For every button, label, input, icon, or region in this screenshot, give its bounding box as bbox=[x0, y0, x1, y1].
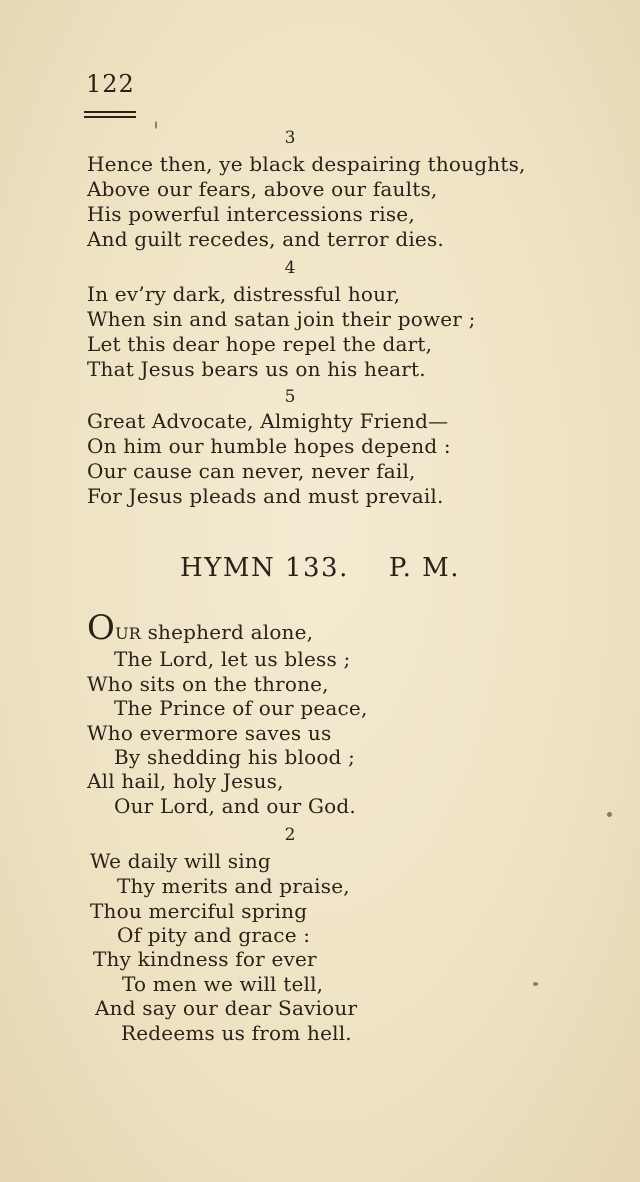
stanza-number: 3 bbox=[284, 128, 296, 148]
header-rule-bottom bbox=[84, 116, 136, 118]
hymn-number: HYMN 133. bbox=[179, 553, 349, 583]
drop-cap: O bbox=[87, 608, 116, 648]
verse-line: Great Advocate, Almighty Friend— bbox=[87, 409, 449, 433]
verse-line: Our cause can never, never fail, bbox=[87, 459, 416, 483]
verse-line: Who evermore saves us bbox=[87, 721, 332, 745]
verse-line: Our Lord, and our God. bbox=[114, 794, 356, 818]
verse-line-first bbox=[87, 608, 314, 648]
first-line-rest: shepherd alone, bbox=[141, 620, 314, 644]
verse-line: Let this dear hope repel the dart, bbox=[87, 332, 433, 356]
verse-line: And say our dear Saviour bbox=[95, 996, 358, 1020]
stanza-number: 5 bbox=[284, 387, 296, 407]
paper-speck bbox=[155, 121, 157, 129]
verse-line: We daily will sing bbox=[90, 849, 271, 873]
verse-line: The Prince of our peace, bbox=[114, 696, 368, 720]
verse-line: Thy merits and praise, bbox=[117, 874, 350, 898]
stanza-number: 4 bbox=[284, 258, 296, 278]
verse-line: His powerful intercessions rise, bbox=[87, 202, 415, 226]
verse-line: The Lord, let us bless ; bbox=[114, 647, 351, 671]
verse-line: Redeems us from hell. bbox=[121, 1021, 352, 1045]
small-caps: UR bbox=[115, 624, 142, 643]
verse-line: Thy kindness for ever bbox=[93, 947, 317, 971]
verse-line: On him our humble hopes depend : bbox=[87, 434, 451, 458]
verse-line: For Jesus pleads and must prevail. bbox=[87, 484, 444, 508]
verse-line: By shedding his blood ; bbox=[114, 745, 356, 769]
paper-speck bbox=[533, 982, 538, 986]
verse-line: Thou merciful spring bbox=[90, 899, 308, 923]
header-rule-top bbox=[84, 111, 136, 113]
verse-line: And guilt recedes, and terror dies. bbox=[87, 227, 444, 251]
hymn-title bbox=[0, 553, 640, 583]
stanza-number: 2 bbox=[284, 825, 296, 845]
verse-line: To men we will tell, bbox=[122, 972, 324, 996]
verse-line: In ev’ry dark, distressful hour, bbox=[87, 282, 401, 306]
verse-line: Hence then, ye black despairing thoughts, bbox=[87, 152, 526, 176]
page-number: 122 bbox=[86, 70, 135, 98]
verse-line: That Jesus bears us on his heart. bbox=[87, 357, 426, 381]
verse-line: Of pity and grace : bbox=[117, 923, 311, 947]
verse-line: Who sits on the throne, bbox=[87, 672, 329, 696]
paper-speck bbox=[607, 812, 612, 817]
verse-line: Above our fears, above our faults, bbox=[87, 177, 438, 201]
hymn-meter: P. M. bbox=[388, 553, 461, 583]
verse-line: All hail, holy Jesus, bbox=[87, 769, 284, 793]
verse-line: When sin and satan join their power ; bbox=[87, 307, 476, 331]
